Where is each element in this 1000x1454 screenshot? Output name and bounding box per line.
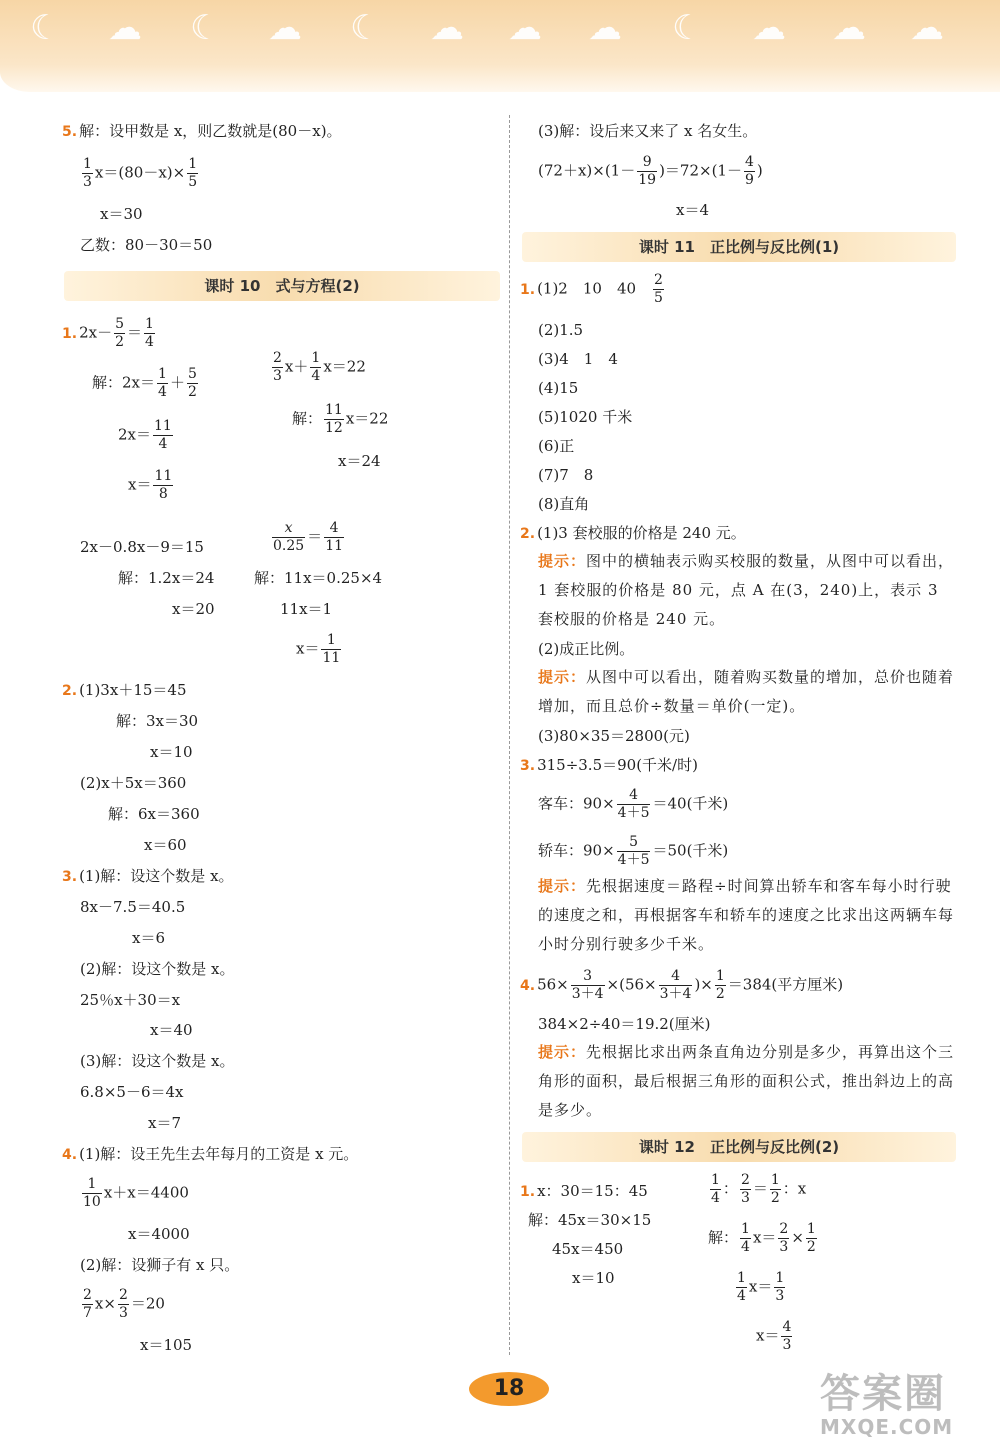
- s11q1-l4: (4)15: [538, 379, 579, 397]
- s11q2-l3: (3)80×35＝2800(元): [538, 727, 690, 745]
- s10q1-a2: 解：2x＝ $\frac{1}{4}$ ＋ $\frac{5}{2}$: [92, 366, 197, 400]
- cloud-icon: ☁: [268, 8, 302, 48]
- cloud-rain-icon: ☁: [588, 8, 622, 48]
- s12q1-a2: 解：45x＝30×15: [528, 1211, 652, 1229]
- s10q4-l1: 4. (1)解：设王先生去年每月的工资是 x 元。: [62, 1145, 359, 1163]
- section-title-12: 课时 12 正比例与反比例(2): [522, 1132, 956, 1162]
- s10q1-d3: 11x＝1: [280, 600, 333, 618]
- s11q3-l3: 轿车：90× $\frac{5}{4+5}$ ＝50(千米): [538, 834, 729, 868]
- s10q2-l5: 解：6x＝360: [108, 805, 200, 823]
- s10q4-l2: $\frac{1}{10}$ x＋x＝4400: [83, 1176, 189, 1210]
- left-q5-line3: x＝30: [100, 205, 143, 223]
- s10q1-a1: 1. 2x－ $\frac{5}{2}$ ＝ $\frac{1}{4}$: [62, 316, 154, 350]
- cloud-rain-icon: ☁: [752, 8, 786, 48]
- s12q1-b2: 解： $\frac{1}{4}$ x＝ $\frac{2}{3}$ × $\frac{1}{2}$: [708, 1221, 816, 1255]
- s11q3-hint: 提示：先根据速度＝路程÷时间算出轿车和客车每小时行驶的速度之和，再根据客车和轿车的速度之比求出这两辆车每小时分别行驶多少千米。: [538, 877, 955, 953]
- s10q2-l4: (2)x＋5x＝360: [80, 774, 187, 792]
- watermark-url: MXQE.COM: [820, 1415, 954, 1439]
- s12q1-a1: 1. x：30＝15：45: [520, 1182, 648, 1200]
- s10q4-l3: x＝4000: [128, 1225, 190, 1243]
- section-title-10: 课时 10 式与方程(2): [64, 271, 500, 301]
- q3cont-l2: (72＋x)×(1－ $\frac{9}{19}$ )＝72×(1－ $\frac{4}{9}$ ): [538, 154, 763, 188]
- s10q3-l1: 3. (1)解：设这个数是 x。: [62, 867, 234, 885]
- sun-cloud-icon: ☾: [350, 8, 381, 48]
- s12q1-a3: 45x＝450: [552, 1240, 624, 1258]
- s11q3-l2: 客车：90× $\frac{4}{4+5}$ ＝40(千米): [538, 787, 729, 821]
- s10q3-l6: x＝40: [150, 1021, 193, 1039]
- cloud-rain-icon: ☁: [430, 8, 464, 48]
- s11q1-l7: (7)7 8: [538, 466, 594, 484]
- s11q2-hint1: 提示：图中的横轴表示购买校服的数量，从图中可以看出，1 套校服的价格是 80 元，点 A 在(3，240)上，表示 3 套校服的价格是 240 元。: [538, 552, 955, 628]
- s12q1-b4: x＝ $\frac{4}{3}$: [756, 1319, 792, 1353]
- left-q5-equation: $\frac{1}{3}$ x＝(80－x)× $\frac{1}{5}$: [83, 156, 198, 190]
- left-q5-line1: 5. 解：设甲数是 x，则乙数就是(80－x)。: [62, 122, 342, 140]
- top-banner: [0, 0, 1000, 92]
- s10q1-d4: x＝ $\frac{1}{11}$: [296, 632, 341, 666]
- s10q1-a4: x＝ $\frac{11}{8}$: [128, 468, 173, 502]
- s10q1-d1: $\frac{x}{0.25}$ ＝ $\frac{4}{11}$: [273, 520, 344, 554]
- s10q3-l4: (2)解：设这个数是 x。: [80, 960, 235, 978]
- s10q4-l6: x＝105: [140, 1336, 193, 1354]
- s11q1-l5: (5)1020 千米: [538, 408, 633, 426]
- s10q1-d2: 解：11x＝0.25×4: [254, 569, 383, 587]
- s10q3-l7: (3)解：设这个数是 x。: [80, 1052, 235, 1070]
- page-number-badge: 18: [469, 1372, 549, 1406]
- s10q4-l5: $\frac{2}{7}$ x× $\frac{2}{3}$ ＝20: [83, 1287, 165, 1321]
- s10q3-l3: x＝6: [132, 929, 166, 947]
- s11q2-l2: (2)成正比例。: [538, 640, 635, 658]
- s11q1-l2: (2)1.5: [538, 321, 584, 339]
- moon-icon: ☾: [190, 8, 221, 48]
- s10q1-b2: 解： $\frac{11}{12}$ x＝22: [292, 402, 389, 436]
- s11q1-l6: (6)正: [538, 437, 575, 455]
- left-q5-line4: 乙数：80－30＝50: [80, 236, 213, 254]
- q3cont-l1: (3)解：设后来又来了 x 名女生。: [538, 122, 758, 140]
- s12q1-a4: x＝10: [572, 1269, 615, 1287]
- s12q1-b3: $\frac{1}{4}$ x＝ $\frac{1}{3}$: [737, 1270, 785, 1304]
- s11q2-l1: 2. (1)3 套校服的价格是 240 元。: [520, 524, 746, 542]
- section-title-11: 课时 11 正比例与反比例(1): [522, 232, 956, 262]
- s11q4-hint: 提示：先根据比求出两条直角边分别是多少，再算出这个三角形的面积，最后根据三角形的面积公式，推出斜边上的高是多少。: [538, 1043, 955, 1119]
- s10q1-a3: 2x＝ $\frac{11}{4}$: [118, 418, 172, 452]
- cloud-icon: ☾: [672, 8, 703, 48]
- s11q4-l1: 4. 56× $\frac{3}{3+4}$ ×(56× $\frac{4}{3+4}$ )× $\frac{1}{2}$ ＝384(平方厘米): [520, 968, 844, 1002]
- s10q2-l1: 2. (1)3x＋15＝45: [62, 681, 187, 699]
- s10q2-l3: x＝10: [150, 743, 193, 761]
- moon-icon: ☁: [508, 8, 542, 48]
- cloud-rain-icon: ☁: [108, 8, 142, 48]
- s10q2-l2: 解：3x＝30: [116, 712, 199, 730]
- s10q4-l4: (2)解：设狮子有 x 只。: [80, 1256, 240, 1274]
- q3cont-l3: x＝4: [676, 201, 710, 219]
- s11q4-l2: 384×2÷40＝19.2(厘米): [538, 1015, 711, 1033]
- s11q1-l1: 1. (1)2 10 40 $\frac{2}{5}$: [520, 272, 663, 306]
- s10q1-c1: 2x－0.8x－9＝15: [80, 538, 204, 556]
- s10q2-l6: x＝60: [144, 836, 187, 854]
- s10q1-c2: 解：1.2x＝24: [118, 569, 215, 587]
- column-divider: [509, 115, 510, 1355]
- s11q1-l8: (8)直角: [538, 495, 590, 513]
- s11q1-l3: (3)4 1 4: [538, 350, 618, 368]
- moon-icon: ☁: [832, 8, 866, 48]
- s10q3-l2: 8x－7.5＝40.5: [80, 898, 186, 916]
- s11q2-hint2: 提示：从图中可以看出，随着购买数量的增加，总价也随着增加，而且总价÷数量＝单价(一定)。: [538, 668, 955, 715]
- cloud-rain-icon: ☁: [910, 8, 944, 48]
- s10q1-b1: $\frac{2}{3}$ x＋ $\frac{1}{4}$ x＝22: [273, 350, 366, 384]
- s10q3-l9: x＝7: [148, 1114, 182, 1132]
- s10q1-b3: x＝24: [338, 452, 381, 470]
- s12q1-b1: $\frac{1}{4}$ ： $\frac{2}{3}$ ＝ $\frac{1}{2}$ ：x: [711, 1172, 807, 1206]
- watermark-text: 答案圈: [820, 1371, 946, 1417]
- s10q1-c3: x＝20: [172, 600, 215, 618]
- s10q3-l5: 25％x＋30＝x: [80, 991, 181, 1009]
- moon-icon: ☾: [30, 8, 61, 48]
- watermark-logo: [820, 1362, 990, 1448]
- s10q3-l8: 6.8×5－6＝4x: [80, 1083, 184, 1101]
- s11q3-l1: 3. 315÷3.5＝90(千米/时): [520, 756, 698, 774]
